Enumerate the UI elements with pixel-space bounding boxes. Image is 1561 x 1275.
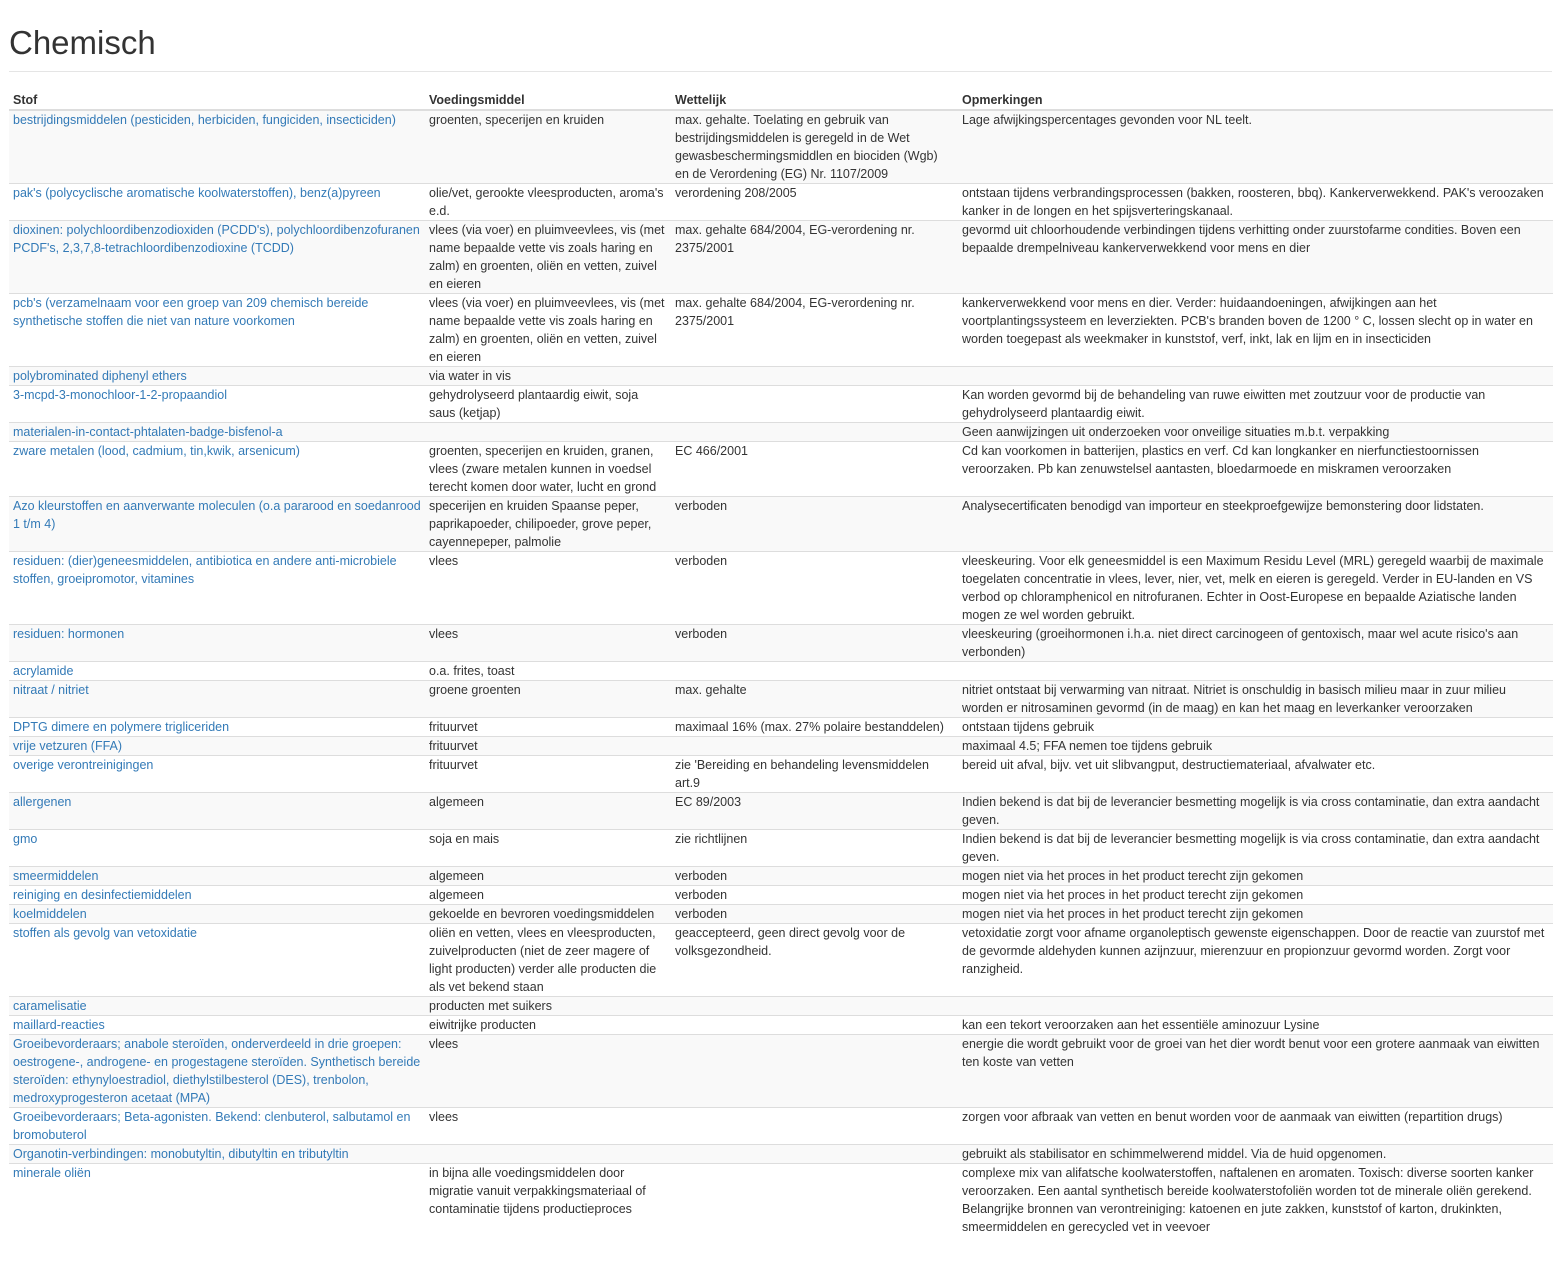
cell-stof [9,737,425,756]
stof-link[interactable]: pak's (polycyclische aromatische koolwaterstoffen), benz(a)pyreen [13,186,381,200]
cell-opmerkingen: vleeskeuring. Voor elk geneesmiddel is een Maximum Residu Level (MRL) geregeld waarbij de maximale toegelaten concentratie in vlees, lever, nier, vet, melk en eieren is geregeld. Verder in EU-landen en VS verbod op chloramphenicol en nitrofuranen. Echter in Oost-Europese en bepaalde Aziatische landen mogen ze wel worden gebruikt. [958,552,1553,625]
cell-voedingsmiddel: groenten, specerijen en kruiden [425,110,671,184]
cell-opmerkingen: vetoxidatie zorgt voor afname organoleptisch gewenste eigenschappen. Door de reactie van zuurstof met de gevormde aldehyden kunnen azijnzuur, mierenzuur en propionzuur gevormd worden. Zorgt voor ranzigheid. [958,924,1553,997]
cell-opmerkingen: Cd kan voorkomen in batterijen, plastics en verf. Cd kan longkanker en nierfunctiestoornissen veroorzaken. Pb kan zenuwstelsel aantasten, bloedarmoede en miskramen veroorzaken [958,442,1553,497]
table-row [9,367,1553,386]
cell-stof [9,1164,425,1237]
cell-voedingsmiddel: soja en mais [425,830,671,867]
stof-link[interactable]: polybrominated diphenyl ethers [13,369,187,383]
table-row [9,756,1553,793]
cell-opmerkingen: energie die wordt gebruikt voor de groei van het dier wordt benut voor een grotere aanmaak van eiwitten ten koste van vetten [958,1035,1553,1108]
cell-voedingsmiddel: frituurvet [425,756,671,793]
cell-stof [9,1145,425,1164]
table-row [9,1108,1553,1145]
cell-voedingsmiddel: vlees (via voer) en pluimveevlees, vis (met name bepaalde vette vis zoals haring en zalm) en groenten, oliën en vetten, zuivel en eieren [425,221,671,294]
cell-opmerkingen: complexe mix van alifatsche koolwaterstoffen, naftalenen en aromaten. Toxisch: diverse soorten kanker veroorzaken. Een aantal synthetisch bereide koolwaterstofoliën worden tot de minerale oliën gerekend. Belangrijke bronnen van verontreiniging: katoenen en jute zakken, kunststof of karton, drukinkten, smeermiddelen en gerecycled vet in veevoer [958,1164,1553,1237]
cell-stof [9,367,425,386]
cell-opmerkingen [958,997,1553,1016]
cell-voedingsmiddel: vlees [425,625,671,662]
cell-wettelijk: maximaal 16% (max. 27% polaire bestanddelen) [671,718,958,737]
table-row [9,793,1553,830]
table-row [9,830,1553,867]
cell-wettelijk: max. gehalte [671,681,958,718]
cell-stof [9,294,425,367]
table-row [9,867,1553,886]
cell-opmerkingen: Kan worden gevormd bij de behandeling van ruwe eiwitten met zoutzuur voor de productie van gehydrolyseerd plantaardig eiwit. [958,386,1553,423]
cell-stof [9,1035,425,1108]
cell-wettelijk [671,1108,958,1145]
cell-voedingsmiddel: vlees [425,1108,671,1145]
cell-stof [9,662,425,681]
cell-opmerkingen: ontstaan tijdens verbrandingsprocessen (bakken, roosteren, bbq). Kankerverwekkend. PAK's veroozaken kanker in de longen en het spijsverteringskanaal. [958,184,1553,221]
cell-opmerkingen: maximaal 4.5; FFA nemen toe tijdens gebruik [958,737,1553,756]
cell-voedingsmiddel: vlees [425,552,671,625]
cell-wettelijk: zie 'Bereiding en behandeling levensmiddelen art.9 [671,756,958,793]
table-row [9,221,1553,294]
cell-opmerkingen: mogen niet via het proces in het product terecht zijn gekomen [958,867,1553,886]
header-opmerkingen: Opmerkingen [958,91,1553,110]
table-row [9,497,1553,552]
cell-opmerkingen: Analysecertificaten benodigd van importeur en steekproefgewijze bemonstering door lidstaten. [958,497,1553,552]
cell-wettelijk: verboden [671,625,958,662]
stof-link[interactable]: Organotin-verbindingen: monobutyltin, dibutyltin en tributyltin [13,1147,349,1161]
cell-voedingsmiddel: frituurvet [425,737,671,756]
cell-wettelijk: EC 89/2003 [671,793,958,830]
stof-link[interactable]: pcb's (verzamelnaam voor een groep van 209 chemisch bereide synthetische stoffen die niet van nature voorkomen [13,296,369,328]
table-row [9,1145,1553,1164]
table-row [9,886,1553,905]
stof-link[interactable]: gmo [13,832,38,846]
cell-stof [9,386,425,423]
cell-wettelijk [671,386,958,423]
cell-stof [9,184,425,221]
cell-stof [9,886,425,905]
cell-voedingsmiddel: in bijna alle voedingsmiddelen door migratie vanuit verpakkingsmateriaal of contaminatie tijdens productieproces [425,1164,671,1237]
cell-opmerkingen: Lage afwijkingspercentages gevonden voor NL teelt. [958,110,1553,184]
cell-opmerkingen: Indien bekend is dat bij de leverancier besmetting mogelijk is via cross contaminatie, dan extra aandacht geven. [958,793,1553,830]
cell-wettelijk [671,1164,958,1237]
cell-stof [9,793,425,830]
cell-voedingsmiddel: algemeen [425,867,671,886]
cell-wettelijk: verboden [671,867,958,886]
cell-wettelijk: verboden [671,497,958,552]
stof-link[interactable]: materialen-in-contact-phtalaten-badge-bisfenol-a [13,425,283,439]
stof-link[interactable]: bestrijdingsmiddelen (pesticiden, herbiciden, fungiciden, insecticiden) [13,113,396,127]
cell-stof [9,625,425,662]
cell-voedingsmiddel: groene groenten [425,681,671,718]
cell-wettelijk [671,662,958,681]
cell-wettelijk: geaccepteerd, geen direct gevolg voor de volksgezondheid. [671,924,958,997]
cell-wettelijk [671,737,958,756]
cell-stof [9,423,425,442]
cell-opmerkingen: kankerverwekkend voor mens en dier. Verder: huidaandoeningen, afwijkingen aan het voortplantingssysteem en leverziekten. PCB's branden boven de 1200 ° C, lossen slecht op in water en worden toegepast als weekmaker in kunststof, verf, inkt, lak en lijm en in insecticiden [958,294,1553,367]
cell-opmerkingen: nitriet ontstaat bij verwarming van nitraat. Nitriet is onschuldig in basisch milieu maar in zuur milieu worden er nitrosaminen gevormd (in de maag) en kan het maag en leverkanker veroorzaken [958,681,1553,718]
cell-voedingsmiddel: groenten, specerijen en kruiden, granen, vlees (zware metalen kunnen in voedsel terecht komen door water, lucht en grond [425,442,671,497]
stof-link[interactable]: caramelisatie [13,999,87,1013]
stof-link[interactable]: smeermiddelen [13,869,99,883]
cell-opmerkingen: mogen niet via het proces in het product terecht zijn gekomen [958,905,1553,924]
table-row [9,386,1553,423]
stof-link[interactable]: Groeibevorderaars; Beta-agonisten. Bekend: clenbuterol, salbutamol en bromobuterol [13,1110,411,1142]
cell-voedingsmiddel: gekoelde en bevroren voedingsmiddelen [425,905,671,924]
cell-stof [9,1016,425,1035]
cell-voedingsmiddel: eiwitrijke producten [425,1016,671,1035]
cell-stof [9,718,425,737]
stof-link[interactable]: zware metalen (lood, cadmium, tin,kwik, arsenicum) [13,444,300,458]
cell-voedingsmiddel: olie/vet, gerookte vleesproducten, aroma's e.d. [425,184,671,221]
cell-wettelijk: max. gehalte. Toelating en gebruik van bestrijdingsmiddelen is geregeld in de Wet gewasbeschermingsmiddlen en biociden (Wgb) en de Verordening (EG) Nr. 1107/2009 [671,110,958,184]
cell-voedingsmiddel: algemeen [425,886,671,905]
cell-opmerkingen: bereid uit afval, bijv. vet uit slibvangput, destructiemateriaal, afvalwater etc. [958,756,1553,793]
cell-opmerkingen: vleeskeuring (groeihormonen i.h.a. niet direct carcinogeen of gentoxisch, maar wel acute risico's aan verbonden) [958,625,1553,662]
cell-wettelijk: verboden [671,886,958,905]
table-row [9,1164,1553,1237]
stof-link[interactable]: stoffen als gevolg van vetoxidatie [13,926,197,940]
stof-link[interactable]: reiniging en desinfectiemiddelen [13,888,192,902]
cell-voedingsmiddel: algemeen [425,793,671,830]
cell-wettelijk: verordening 208/2005 [671,184,958,221]
stof-link[interactable]: overige verontreinigingen [13,758,154,772]
cell-voedingsmiddel: frituurvet [425,718,671,737]
cell-opmerkingen: gebruikt als stabilisator en schimmelwerend middel. Via de huid opgenomen. [958,1145,1553,1164]
cell-opmerkingen: mogen niet via het proces in het product terecht zijn gekomen [958,886,1553,905]
table-row [9,905,1553,924]
header-row [9,91,1553,110]
cell-wettelijk [671,997,958,1016]
cell-voedingsmiddel [425,423,671,442]
cell-wettelijk: max. gehalte 684/2004, EG-verordening nr. 2375/2001 [671,294,958,367]
stof-link[interactable]: minerale oliën [13,1166,91,1180]
stof-link[interactable]: Azo kleurstoffen en aanverwante moleculen (o.a pararood en soedanrood 1 t/m 4) [13,499,421,531]
stof-link[interactable]: 3-mcpd-3-monochloor-1-2-propaandiol [13,388,227,402]
cell-stof [9,756,425,793]
table-body [9,110,1553,1236]
stof-link[interactable]: allergenen [13,795,72,809]
cell-wettelijk [671,1016,958,1035]
cell-wettelijk [671,423,958,442]
cell-stof [9,221,425,294]
stof-link[interactable]: dioxinen: polychloordibenzodioxiden (PCDD's), polychloordibenzofuranen PCDF's, 2,3,7,8-tetrachloordibenzodioxine (TCDD) [13,223,420,255]
cell-voedingsmiddel: specerijen en kruiden Spaanse peper, paprikapoeder, chilipoeder, grove peper, cayennepeper, palmolie [425,497,671,552]
table-row [9,681,1553,718]
table-row [9,737,1553,756]
cell-stof [9,681,425,718]
cell-voedingsmiddel: vlees (via voer) en pluimveevlees, vis (met name bepaalde vette vis zoals haring en zalm) en groenten, oliën en vetten, zuivel en eieren [425,294,671,367]
table-row [9,423,1553,442]
cell-voedingsmiddel: oliën en vetten, vlees en vleesproducten, zuivelproducten (niet de zeer magere of light producten) verder alle producten die als vet bekend staan [425,924,671,997]
cell-wettelijk: verboden [671,552,958,625]
cell-stof [9,997,425,1016]
table-row [9,1035,1553,1108]
table-row [9,442,1553,497]
table-row [9,924,1553,997]
stof-link[interactable]: maillard-reacties [13,1018,105,1032]
table-row [9,662,1553,681]
cell-voedingsmiddel [425,1145,671,1164]
cell-stof [9,830,425,867]
cell-stof [9,867,425,886]
stof-link[interactable]: vrije vetzuren (FFA) [13,739,123,753]
cell-opmerkingen [958,662,1553,681]
header-wettelijk: Wettelijk [671,91,958,110]
table-row [9,552,1553,625]
cell-opmerkingen: kan een tekort veroorzaken aan het essentiële aminozuur Lysine [958,1016,1553,1035]
cell-wettelijk: zie richtlijnen [671,830,958,867]
cell-voedingsmiddel: producten met suikers [425,997,671,1016]
cell-voedingsmiddel: o.a. frites, toast [425,662,671,681]
cell-voedingsmiddel: via water in vis [425,367,671,386]
cell-wettelijk: verboden [671,905,958,924]
table-row [9,997,1553,1016]
cell-stof [9,905,425,924]
cell-stof [9,1108,425,1145]
cell-voedingsmiddel: gehydrolyseerd plantaardig eiwit, soja saus (ketjap) [425,386,671,423]
cell-opmerkingen: ontstaan tijdens gebruik [958,718,1553,737]
table-row [9,625,1553,662]
stof-link[interactable]: residuen: hormonen [13,627,125,641]
cell-opmerkingen: gevormd uit chloorhoudende verbindingen tijdens verhitting onder zuurstofarme condities. Boven een bepaalde drempelniveau kankerverwekkend voor mens en dier [958,221,1553,294]
cell-wettelijk [671,1035,958,1108]
cell-stof [9,552,425,625]
cell-stof [9,110,425,184]
stof-link[interactable]: Groeibevorderaars; anabole steroïden, onderverdeeld in drie groepen: oestrogene-, androgene- en progestagene steroïden. Synthetisch bereide steroïden: ethynyloestradiol, diethylstilbesterol (DES), trenbolon, medroxyprogesteron acetaat (MPA) [13,1037,421,1105]
stof-link[interactable]: DPTG dimere en polymere trigliceriden [13,720,230,734]
cell-opmerkingen: zorgen voor afbraak van vetten en benut worden voor de aanmaak van eiwitten (repartition drugs) [958,1108,1553,1145]
cell-wettelijk [671,367,958,386]
stof-link[interactable]: koelmiddelen [13,907,87,921]
page-title: Chemisch [9,0,1552,72]
cell-opmerkingen: Geen aanwijzingen uit onderzoeken voor onveilige situaties m.b.t. verpakking [958,423,1553,442]
header-voedingsmiddel: Voedingsmiddel [425,91,671,110]
table-row [9,294,1553,367]
cell-voedingsmiddel: vlees [425,1035,671,1108]
cell-wettelijk: EC 466/2001 [671,442,958,497]
table-row [9,718,1553,737]
chemisch-table [9,91,1553,1236]
cell-opmerkingen: Indien bekend is dat bij de leverancier besmetting mogelijk is via cross contaminatie, dan extra aandacht geven. [958,830,1553,867]
cell-opmerkingen [958,367,1553,386]
stof-link[interactable]: acrylamide [13,664,74,678]
stof-link[interactable]: nitraat / nitriet [13,683,89,697]
cell-stof [9,442,425,497]
table-row [9,1016,1553,1035]
cell-wettelijk [671,1145,958,1164]
cell-stof [9,497,425,552]
cell-wettelijk: max. gehalte 684/2004, EG-verordening nr. 2375/2001 [671,221,958,294]
table-row [9,184,1553,221]
table-header [9,91,1553,110]
header-stof: Stof [9,91,425,110]
stof-link[interactable]: residuen: (dier)geneesmiddelen, antibiotica en andere anti-microbiele stoffen, groeipromotor, vitamines [13,554,397,586]
cell-stof [9,924,425,997]
table-row [9,110,1553,184]
